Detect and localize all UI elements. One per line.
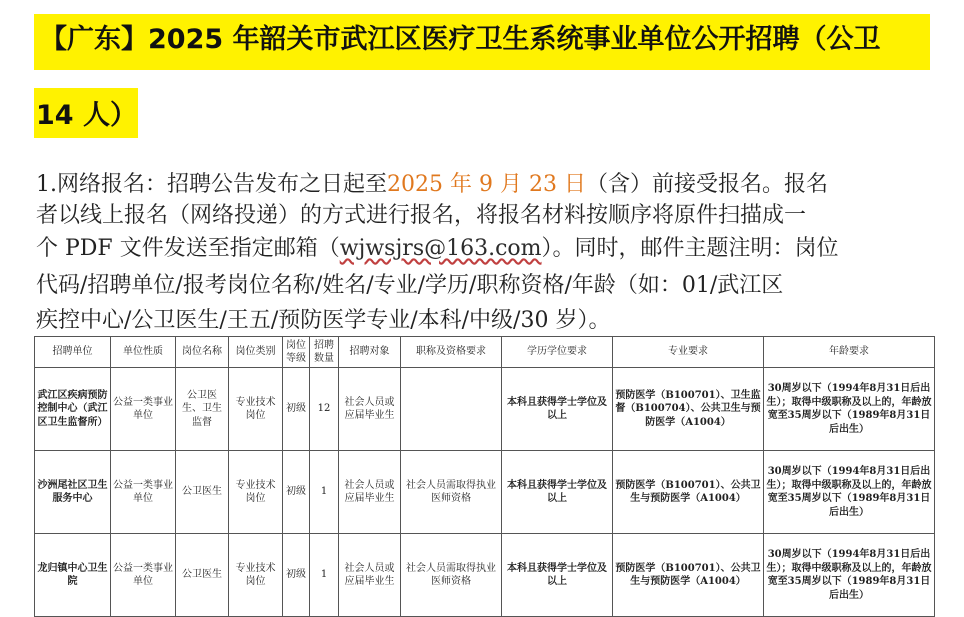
table-cell: 本科且获得学士学位及以上	[502, 534, 613, 617]
recruitment-table	[34, 336, 935, 617]
table-cell: 社会人员或应届毕业生	[339, 534, 401, 617]
column-header: 招聘单位	[35, 337, 111, 368]
table-cell: 社会人员需取得执业医师资格	[401, 451, 502, 534]
table-row	[35, 368, 935, 451]
table-header-row	[35, 337, 935, 368]
column-header: 学历学位要求	[502, 337, 613, 368]
table-row	[35, 451, 935, 534]
table-cell: 专业技术岗位	[229, 534, 283, 617]
table-cell: 1	[310, 451, 339, 534]
table-cell: 预防医学（B100701）、公共卫生与预防医学（A1004）	[613, 534, 764, 617]
paragraph-line-3	[36, 238, 936, 260]
table-cell: 专业技术岗位	[229, 451, 283, 534]
column-header: 职称及资格要求	[401, 337, 502, 368]
table-cell	[401, 368, 502, 451]
title-line-1: 【广东】2025 年韶关市武江区医疗卫生系统事业单位公开招聘（公卫	[34, 14, 930, 70]
table-cell: 专业技术岗位	[229, 368, 283, 451]
paragraph-text: （含）前接受报名。报名	[585, 172, 828, 197]
table-cell: 公益一类事业单位	[111, 368, 176, 451]
table-cell: 公卫医生	[176, 451, 229, 534]
paragraph-text: 1.网络报名：招聘公告发布之日起至	[36, 172, 387, 197]
email-link[interactable]: wjwsjrs@163.com	[339, 236, 542, 261]
paragraph-line-4: 代码/招聘单位/报考岗位名称/姓名/专业/学历/职称资格/年龄（如：01/武江区	[36, 273, 784, 298]
table-row	[35, 534, 935, 617]
table-cell: 初级	[283, 451, 310, 534]
table-cell: 初级	[283, 368, 310, 451]
table-cell: 龙归镇中心卫生院	[35, 534, 111, 617]
table-cell: 30周岁以下（1994年8月31日后出生）；取得中级职称及以上的，年龄放宽至35周岁以下（1989年8月31日后出生）	[764, 451, 935, 534]
paragraph-line-1	[36, 174, 936, 196]
table-cell: 本科且获得学士学位及以上	[502, 451, 613, 534]
table-cell: 社会人员或应届毕业生	[339, 451, 401, 534]
table-cell: 沙洲尾社区卫生服务中心	[35, 451, 111, 534]
table-cell: 30周岁以下（1994年8月31日后出生）；取得中级职称及以上的，年龄放宽至35周岁以下（1989年8月31日后出生）	[764, 534, 935, 617]
paragraph-text: ）。同时，邮件主题注明：岗位	[541, 236, 839, 261]
table-cell: 公益一类事业单位	[111, 451, 176, 534]
table-cell: 社会人员需取得执业医师资格	[401, 534, 502, 617]
table-cell: 武江区疾病预防控制中心（武江区卫生监督所）	[35, 368, 111, 451]
table-cell: 1	[310, 534, 339, 617]
table-cell: 初级	[283, 534, 310, 617]
table-cell: 30周岁以下（1994年8月31日后出生）；取得中级职称及以上的，年龄放宽至35周岁以下（1989年8月31日后出生）	[764, 368, 935, 451]
table-cell: 预防医学（B100701）、卫生监督（B100704）、公共卫生与预防医学（A1004）	[613, 368, 764, 451]
column-header: 岗位等级	[283, 337, 310, 368]
column-header: 单位性质	[111, 337, 176, 368]
paragraph-line-5: 疾控中心/公卫医生/王五/预防医学专业/本科/中级/30 岁）。	[36, 308, 611, 333]
table-cell: 12	[310, 368, 339, 451]
table-cell: 公卫医生	[176, 534, 229, 617]
table-cell: 公卫医生、卫生监督	[176, 368, 229, 451]
column-header: 岗位名称	[176, 337, 229, 368]
column-header: 年龄要求	[764, 337, 935, 368]
paragraph-text: 个 PDF 文件发送至指定邮箱（	[36, 236, 340, 261]
column-header: 招聘数量	[310, 337, 339, 368]
table-cell: 公益一类事业单位	[111, 534, 176, 617]
deadline-date: 2025 年 9 月 23 日	[387, 172, 586, 197]
paragraph-line-2: 者以线上报名（网络投递）的方式进行报名，将报名材料按顺序将原件扫描成一	[36, 203, 807, 228]
column-header: 招聘对象	[339, 337, 401, 368]
table-cell: 社会人员或应届毕业生	[339, 368, 401, 451]
table-cell: 预防医学（B100701）、公共卫生与预防医学（A1004）	[613, 451, 764, 534]
title-line-2: 14 人）	[34, 88, 138, 138]
table-cell: 本科且获得学士学位及以上	[502, 368, 613, 451]
column-header: 专业要求	[613, 337, 764, 368]
column-header: 岗位类别	[229, 337, 283, 368]
